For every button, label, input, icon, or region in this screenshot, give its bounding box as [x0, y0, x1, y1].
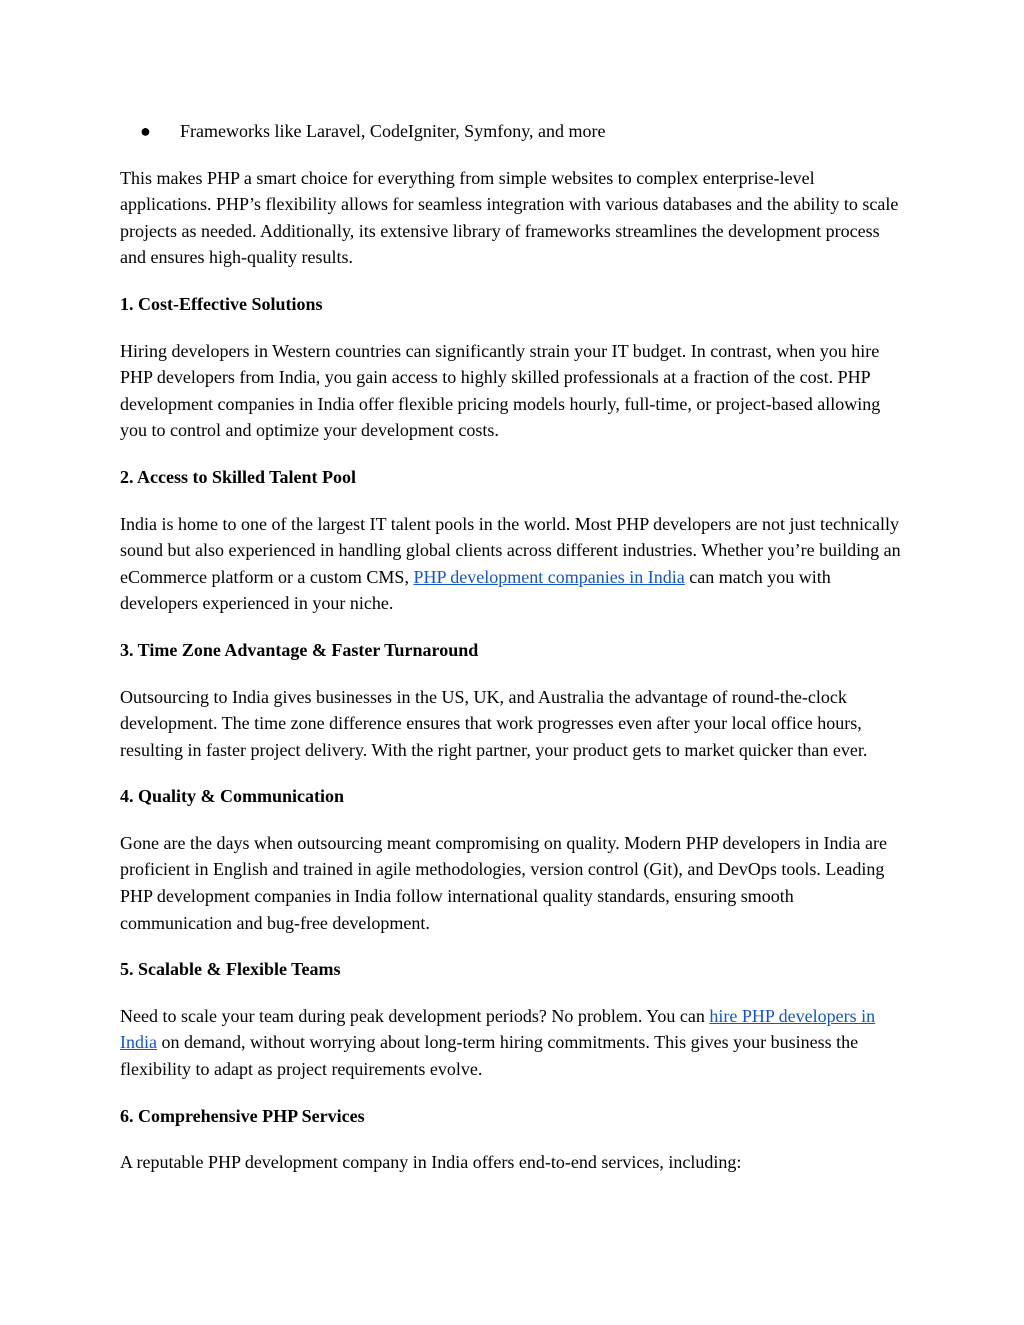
section-heading-scalable: 5. Scalable & Flexible Teams	[120, 959, 341, 980]
bullet-icon: ●	[140, 121, 151, 141]
document-page	[120, 118, 905, 1196]
section-body-scalable	[120, 1003, 905, 1083]
section-heading-quality: 4. Quality & Communication	[120, 786, 345, 807]
list-item	[120, 118, 905, 145]
hire-php-developers-link[interactable]: hire PHP developers in India	[120, 1005, 876, 1053]
section-body-quality: Gone are the days when outsourcing meant compromising on quality. Modern PHP developers in India are proficient in English and trained in agile methodologies, version control (Git), and DevOps tools. Leading PHP development companies in India follow international quality standards, ensuring smooth communication and bug-free development.	[120, 832, 887, 933]
body-text-after-link: on demand, without worrying about long-term hiring commitments. This gives your business the flexibility to adapt as project requirements evolve.	[120, 1032, 859, 1080]
section-heading-talent: 2. Access to Skilled Talent Pool	[120, 466, 357, 487]
section-heading-services: 6. Comprehensive PHP Services	[120, 1105, 365, 1126]
body-text-before-link: India is home to one of the largest IT talent pools in the world. Most PHP developers are not just technically sound but also experienced in handling global clients across different industries. Whether you’re building an eCommerce platform or a custom CMS,	[120, 513, 901, 587]
section-body-talent	[120, 511, 905, 617]
section-heading-cost: 1. Cost-Effective Solutions	[120, 293, 323, 314]
section-body-services: A reputable PHP development company in India offers end-to-end services, including:	[120, 1152, 742, 1173]
body-text-after-link: can match you with developers experienced in your niche.	[120, 566, 831, 614]
intro-paragraph: This makes PHP a smart choice for everything from simple websites to complex enterprise-level applications. PHP’s flexibility allows for seamless integration with various databases and the ability to scale projects as needed. Additionally, its extensive library of frameworks streamlines the development process and ensures high-quality results.	[120, 167, 899, 268]
bullet-text: Frameworks like Laravel, CodeIgniter, Symfony, and more	[180, 121, 606, 141]
body-text-before-link: Need to scale your team during peak development periods? No problem. You can	[120, 1005, 710, 1026]
section-body-cost: Hiring developers in Western countries can significantly strain your IT budget. In contrast, when you hire PHP developers from India, you gain access to highly skilled professionals at a fraction of the cost. PHP development companies in India offer flexible pricing models hourly, full-time, or project-based allowing you to control and optimize your development costs.	[120, 340, 881, 441]
bullet-list	[120, 118, 905, 145]
php-development-companies-link[interactable]: PHP development companies in India	[413, 566, 685, 587]
section-heading-timezone: 3. Time Zone Advantage & Faster Turnaround	[120, 639, 479, 660]
section-body-timezone: Outsourcing to India gives businesses in the US, UK, and Australia the advantage of round-the-clock development. The time zone difference ensures that work progresses even after your local office hours, resulting in faster project delivery. With the right partner, your product gets to market quicker than ever.	[120, 686, 868, 760]
